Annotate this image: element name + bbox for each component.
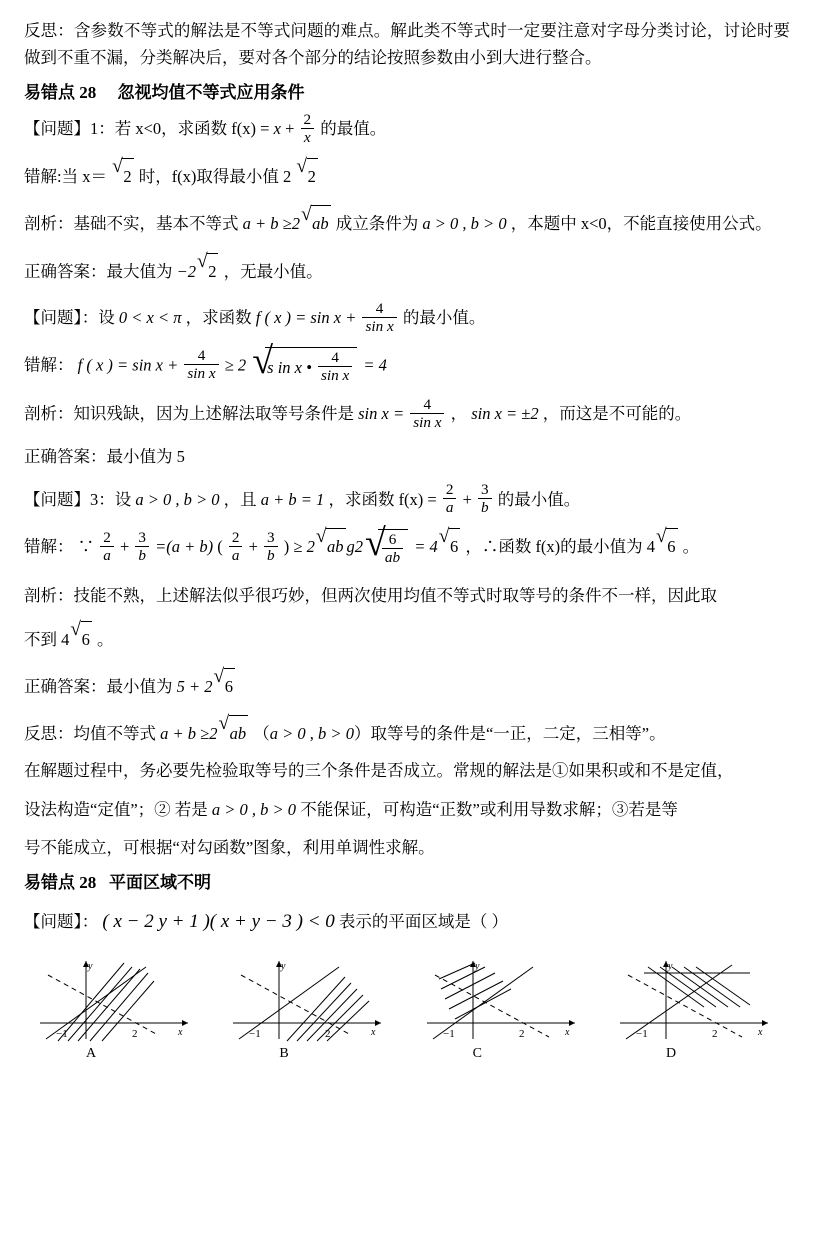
figure-a-x-label: x (178, 1027, 183, 1039)
radical-icon: √ (112, 156, 123, 178)
wrong-solution-1-sqrt2: √ 2 (296, 158, 317, 195)
problem-1-fraction-denominator: x (303, 128, 311, 146)
problem-1 (24, 111, 790, 148)
radical-icon: √ (300, 203, 312, 225)
figure-b-tick-2: 2 (325, 1028, 331, 1041)
analysis-1-cond: a > 0 , b > 0 (422, 214, 507, 234)
problem-4-expr: ( x − 2 y + 1 )( x + y − 3 ) < 0 (102, 911, 335, 933)
wrong-solution-2-root-fraction-numerator: 4 (318, 349, 352, 367)
wrong-solution-3-ge: ≥ 2 (293, 537, 315, 557)
problem-3-cond2: a + b = 1 (260, 489, 325, 509)
figure-b-x-label: x (371, 1027, 376, 1039)
wrong-solution-3-end: 。 (682, 537, 700, 557)
figure-c-svg (415, 953, 593, 1045)
analysis-1-expr: a + b ≥2 (242, 214, 300, 234)
figure-b-caption: B (279, 1046, 289, 1062)
wrong-solution-3-plus: + (119, 537, 130, 557)
wrong-solution-2-fraction (184, 347, 218, 382)
figure-d-y-label: y (667, 961, 673, 973)
radical-icon: √ (218, 713, 230, 735)
wrong-solution-2-root-left: s in x • (267, 357, 312, 377)
problem-4 (24, 901, 790, 943)
problem-3-fraction-1 (443, 481, 457, 516)
problem-1-plus: + (285, 119, 295, 139)
figure-a-svg (28, 953, 206, 1045)
figure-option-a (28, 953, 206, 1062)
analysis-2 (24, 396, 790, 433)
reflection-3-expr: a + b ≥2 (160, 724, 218, 744)
answer-1 (24, 250, 790, 290)
wrong-solution-3-because: ∵ (77, 537, 95, 557)
problem-2 (24, 300, 790, 337)
figure-d-tick-neg1: −1 (635, 1028, 648, 1041)
reflection-3-line-1 (24, 715, 790, 752)
problem-3-fraction-1-denominator: a (445, 498, 454, 516)
reflection-3-mid: （ (253, 724, 270, 744)
section-heading-28a (24, 78, 790, 103)
wrong-solution-3-fraction-1-denominator: a (103, 546, 111, 564)
answer-3-sqrt: √ 6 (214, 668, 235, 705)
problem-2-prefix: 【问题】：设 (24, 308, 115, 328)
problem-2-fraction-denominator: sin x (365, 317, 394, 335)
problem-4-prefix: 【问题】： (24, 912, 99, 932)
figure-c-tick-neg1: −1 (442, 1028, 455, 1041)
wrong-solution-3-fraction-4 (264, 529, 278, 564)
analysis-2-fraction-numerator: 4 (410, 396, 444, 414)
reflection-3-line-3-pre: 设法构造“定值”；② 若是 (24, 800, 208, 820)
section-heading-28b-title: 平面区域不明 (109, 873, 211, 893)
figure-a-tick-neg1: −1 (56, 1028, 68, 1041)
figure-b-y-label: y (281, 961, 286, 973)
wrong-solution-3-prefix: 错解： (24, 537, 74, 557)
reflection-3-sqrt: √ ab (218, 715, 248, 752)
problem-1-var: x (273, 119, 281, 139)
problem-3-prefix: 【问题】3：设 (24, 489, 132, 509)
wrong-solution-3-bigfraction-denominator: ab (384, 549, 401, 567)
section-heading-28a-label: 易错点 28 (24, 83, 97, 103)
analysis-1-sqrt: √ ab (301, 205, 331, 242)
problem-1-fraction (301, 111, 315, 146)
problem-3-fraction-2-numerator: 3 (478, 481, 492, 499)
wrong-solution-3-rparen: ) (283, 537, 290, 557)
wrong-solution-3-result: = 4 (414, 537, 438, 557)
radical-icon: √ (252, 339, 274, 382)
wrong-solution-3-bigsqrt (365, 521, 408, 569)
problem-4-suffix: 表示的平面区域是（ ） (338, 912, 509, 932)
radical-icon: √ (365, 521, 386, 564)
wrong-solution-3 (24, 521, 790, 568)
wrong-solution-3-fraction-1-numerator: 2 (100, 529, 114, 547)
wrong-solution-3-fraction-3 (229, 529, 243, 564)
wrong-solution-3-therefore: ，∴函数 f(x)的最小值为 4 (465, 537, 656, 557)
wrong-solution-3-dot: g2 (346, 537, 364, 557)
figure-a-y-label: y (88, 961, 93, 973)
wrong-solution-1-mid: 时，f(x)取得最小值 2 (138, 167, 292, 187)
wrong-solution-3-fraction-4-denominator: b (267, 546, 275, 564)
wrong-solution-3-fraction-3-denominator: a (231, 546, 240, 564)
wrong-solution-2-root-fraction-denominator: sin x (321, 367, 350, 385)
figure-d-caption: D (665, 1046, 677, 1062)
wrong-solution-2-fraction-denominator: sin x (187, 364, 216, 382)
problem-3-cond: a > 0 , b > 0 (135, 489, 220, 509)
problem-2-range: 0 < x < π (118, 308, 182, 328)
wrong-solution-2-fraction-numerator: 4 (184, 347, 218, 365)
analysis-3-line-1: 剖析：技能不熟，上述解法似乎很巧妙，但两次使用均值不等式时取等号的条件不一样，因此取 (24, 586, 717, 606)
wrong-solution-2-bigsqrt (252, 339, 357, 387)
radical-icon: √ (213, 666, 225, 688)
wrong-solution-3-result-sqrt: √ 6 (439, 528, 460, 565)
wrong-solution-3-bigfraction (382, 531, 403, 566)
problem-3-mid2: ，求函数 f(x) = (328, 489, 437, 509)
paragraph-reflection-intro: 反思：含参数不等式的解法是不等式问题的难点。解此类不等式时一定要注意对字母分类讨论，讨论时要做到不重不漏，分类解决后，要对各个部分的结论按照参数由小到大进行整合。 (24, 21, 790, 67)
answer-3-value: 5 + 2 (176, 676, 213, 696)
problem-3 (24, 482, 790, 519)
analysis-3-sqrt: √ 6 (70, 621, 91, 658)
answer-3 (24, 668, 790, 705)
reflection-3-post: ）取等号的条件是“一正，二定，三相等”。 (353, 724, 666, 744)
figure-d-x-label: x (757, 1027, 763, 1039)
section-heading-28a-title: 忽视均值不等式应用条件 (117, 83, 305, 103)
figure-c-tick-2: 2 (518, 1028, 525, 1041)
problem-1-suffix: 的最值。 (320, 119, 387, 139)
problem-3-fraction-2-denominator: b (481, 498, 489, 516)
analysis-3-line-2-post: 。 (96, 629, 114, 649)
problem-1-prefix: 【问题】1：若 x<0，求函数 f(x) = (24, 119, 270, 139)
problem-3-plus: + (462, 489, 472, 509)
wrong-solution-3-bigfraction-numerator: 6 (382, 531, 403, 549)
wrong-solution-3-fraction-1 (100, 529, 114, 564)
analysis-1 (24, 205, 790, 242)
wrong-solution-2-result: = 4 (363, 355, 387, 375)
analysis-2-fraction (410, 396, 444, 431)
wrong-solution-3-lparen: ( (217, 537, 223, 557)
figure-c-x-label: x (564, 1027, 570, 1039)
radical-icon: √ (70, 618, 82, 640)
answer-1-sqrt: √ 2 (197, 253, 218, 290)
analysis-1-post: ，本题中 x<0，不能直接使用公式。 (510, 214, 772, 234)
problem-1-fraction-numerator: 2 (301, 111, 315, 129)
reflection-3-cond: a > 0 , b > 0 (269, 724, 354, 744)
analysis-3-line-2-pre: 不到 4 (24, 629, 70, 649)
figure-option-d (608, 953, 786, 1062)
analysis-3-line-2 (24, 618, 790, 658)
radical-icon: √ (315, 526, 327, 548)
figure-option-b (221, 953, 399, 1062)
section-heading-28b (24, 868, 790, 893)
answer-1-value: −2 (176, 261, 197, 281)
analysis-2-fraction-denominator: sin x (413, 413, 442, 431)
wrong-solution-1 (24, 158, 790, 195)
wrong-solution-3-fraction-3-numerator: 2 (229, 529, 243, 547)
problem-3-fraction-1-numerator: 2 (443, 481, 457, 499)
wrong-solution-3-fraction-2 (135, 529, 149, 564)
figure-c-y-label: y (474, 961, 480, 973)
wrong-solution-1-prefix: 错解:当 x＝ (24, 167, 107, 187)
figure-b-tick-neg1: −1 (249, 1028, 262, 1041)
section-heading-28b-label: 易错点 28 (24, 873, 97, 893)
problem-2-suffix: 的最小值。 (402, 308, 486, 328)
wrong-solution-3-plus-2: + (248, 537, 258, 557)
problem-3-mid1: ，且 (223, 489, 257, 509)
wrong-solution-2 (24, 339, 790, 387)
wrong-solution-2-function: f ( x ) = sin x + (77, 355, 179, 375)
reflection-3-line-3-cond: a > 0 , b > 0 (211, 800, 297, 820)
radical-icon: √ (296, 156, 308, 178)
wrong-solution-2-prefix: 错解： (24, 355, 74, 375)
problem-3-suffix: 的最小值。 (497, 489, 581, 509)
answer-1-post: ，无最小值。 (223, 261, 323, 281)
analysis-2-pre: 剖析：知识残缺，因为上述解法取等号条件是 (24, 404, 354, 424)
figure-b-svg (221, 953, 399, 1045)
figure-a-caption: A (86, 1046, 97, 1062)
answer-2: 正确答案：最小值为 5 (24, 447, 185, 467)
wrong-solution-3-fraction-2-denominator: b (138, 546, 146, 564)
figure-option-c (415, 953, 593, 1062)
analysis-2-expr: sin x = (358, 404, 405, 424)
radical-icon: √ (197, 250, 208, 272)
analysis-1-mid: 成立条件为 (335, 214, 419, 234)
wrong-solution-3-eq: =(a + b) (155, 537, 214, 557)
problem-2-mid: ，求函数 (185, 308, 252, 328)
analysis-1-pre: 剖析：基础不实，基本不等式 (24, 214, 239, 234)
reflection-3-pre: 反思：均值不等式 (24, 724, 156, 744)
figure-d-svg (608, 953, 786, 1045)
problem-2-fraction (362, 300, 396, 335)
radical-icon: √ (438, 526, 450, 548)
analysis-2-mid: ， (450, 404, 468, 424)
wrong-solution-3-result-sqrt2: √ 6 (656, 528, 677, 565)
reflection-3-line-4: 号不能成立，可根据“对勾函数”图象，利用单调性求解。 (24, 837, 435, 857)
wrong-solution-2-root-fraction (318, 349, 352, 384)
analysis-2-post: ，而这是不可能的。 (542, 404, 692, 424)
figure-row (24, 953, 790, 1062)
wrong-solution-3-bigsqrt-body (378, 529, 408, 569)
wrong-solution-2-bigsqrt-body (265, 347, 357, 387)
wrong-solution-3-fraction-2-numerator: 3 (135, 529, 149, 547)
wrong-solution-3-sqrt-ab: √ ab (316, 528, 346, 565)
analysis-2-expr2: sin x = ±2 (471, 404, 539, 424)
problem-2-fraction-numerator: 4 (362, 300, 396, 318)
figure-a-tick-2: 2 (132, 1028, 138, 1041)
figure-c-caption: C (472, 1046, 482, 1062)
wrong-solution-3-fraction-4-numerator: 3 (264, 529, 278, 547)
answer-1-pre: 正确答案：最大值为 (24, 261, 173, 281)
radical-icon: √ (656, 526, 667, 548)
wrong-solution-1-sqrt: √ 2 (112, 158, 133, 195)
reflection-3-line-3 (24, 792, 790, 828)
problem-3-fraction-2 (478, 481, 492, 516)
answer-3-pre: 正确答案：最小值为 (24, 676, 173, 696)
reflection-3-line-2: 在解题过程中，务必要先检验取等号的三个条件是否成立。常规的解法是①如果积或和不是定值， (24, 761, 734, 781)
problem-2-function: f ( x ) = sin x + (255, 308, 357, 328)
reflection-3-line-3-post: 不能保证，可构造“正数”或利用导数求解；③若是等 (300, 800, 678, 820)
wrong-solution-2-ge: ≥ 2 (224, 355, 247, 375)
figure-d-tick-2: 2 (711, 1028, 718, 1041)
